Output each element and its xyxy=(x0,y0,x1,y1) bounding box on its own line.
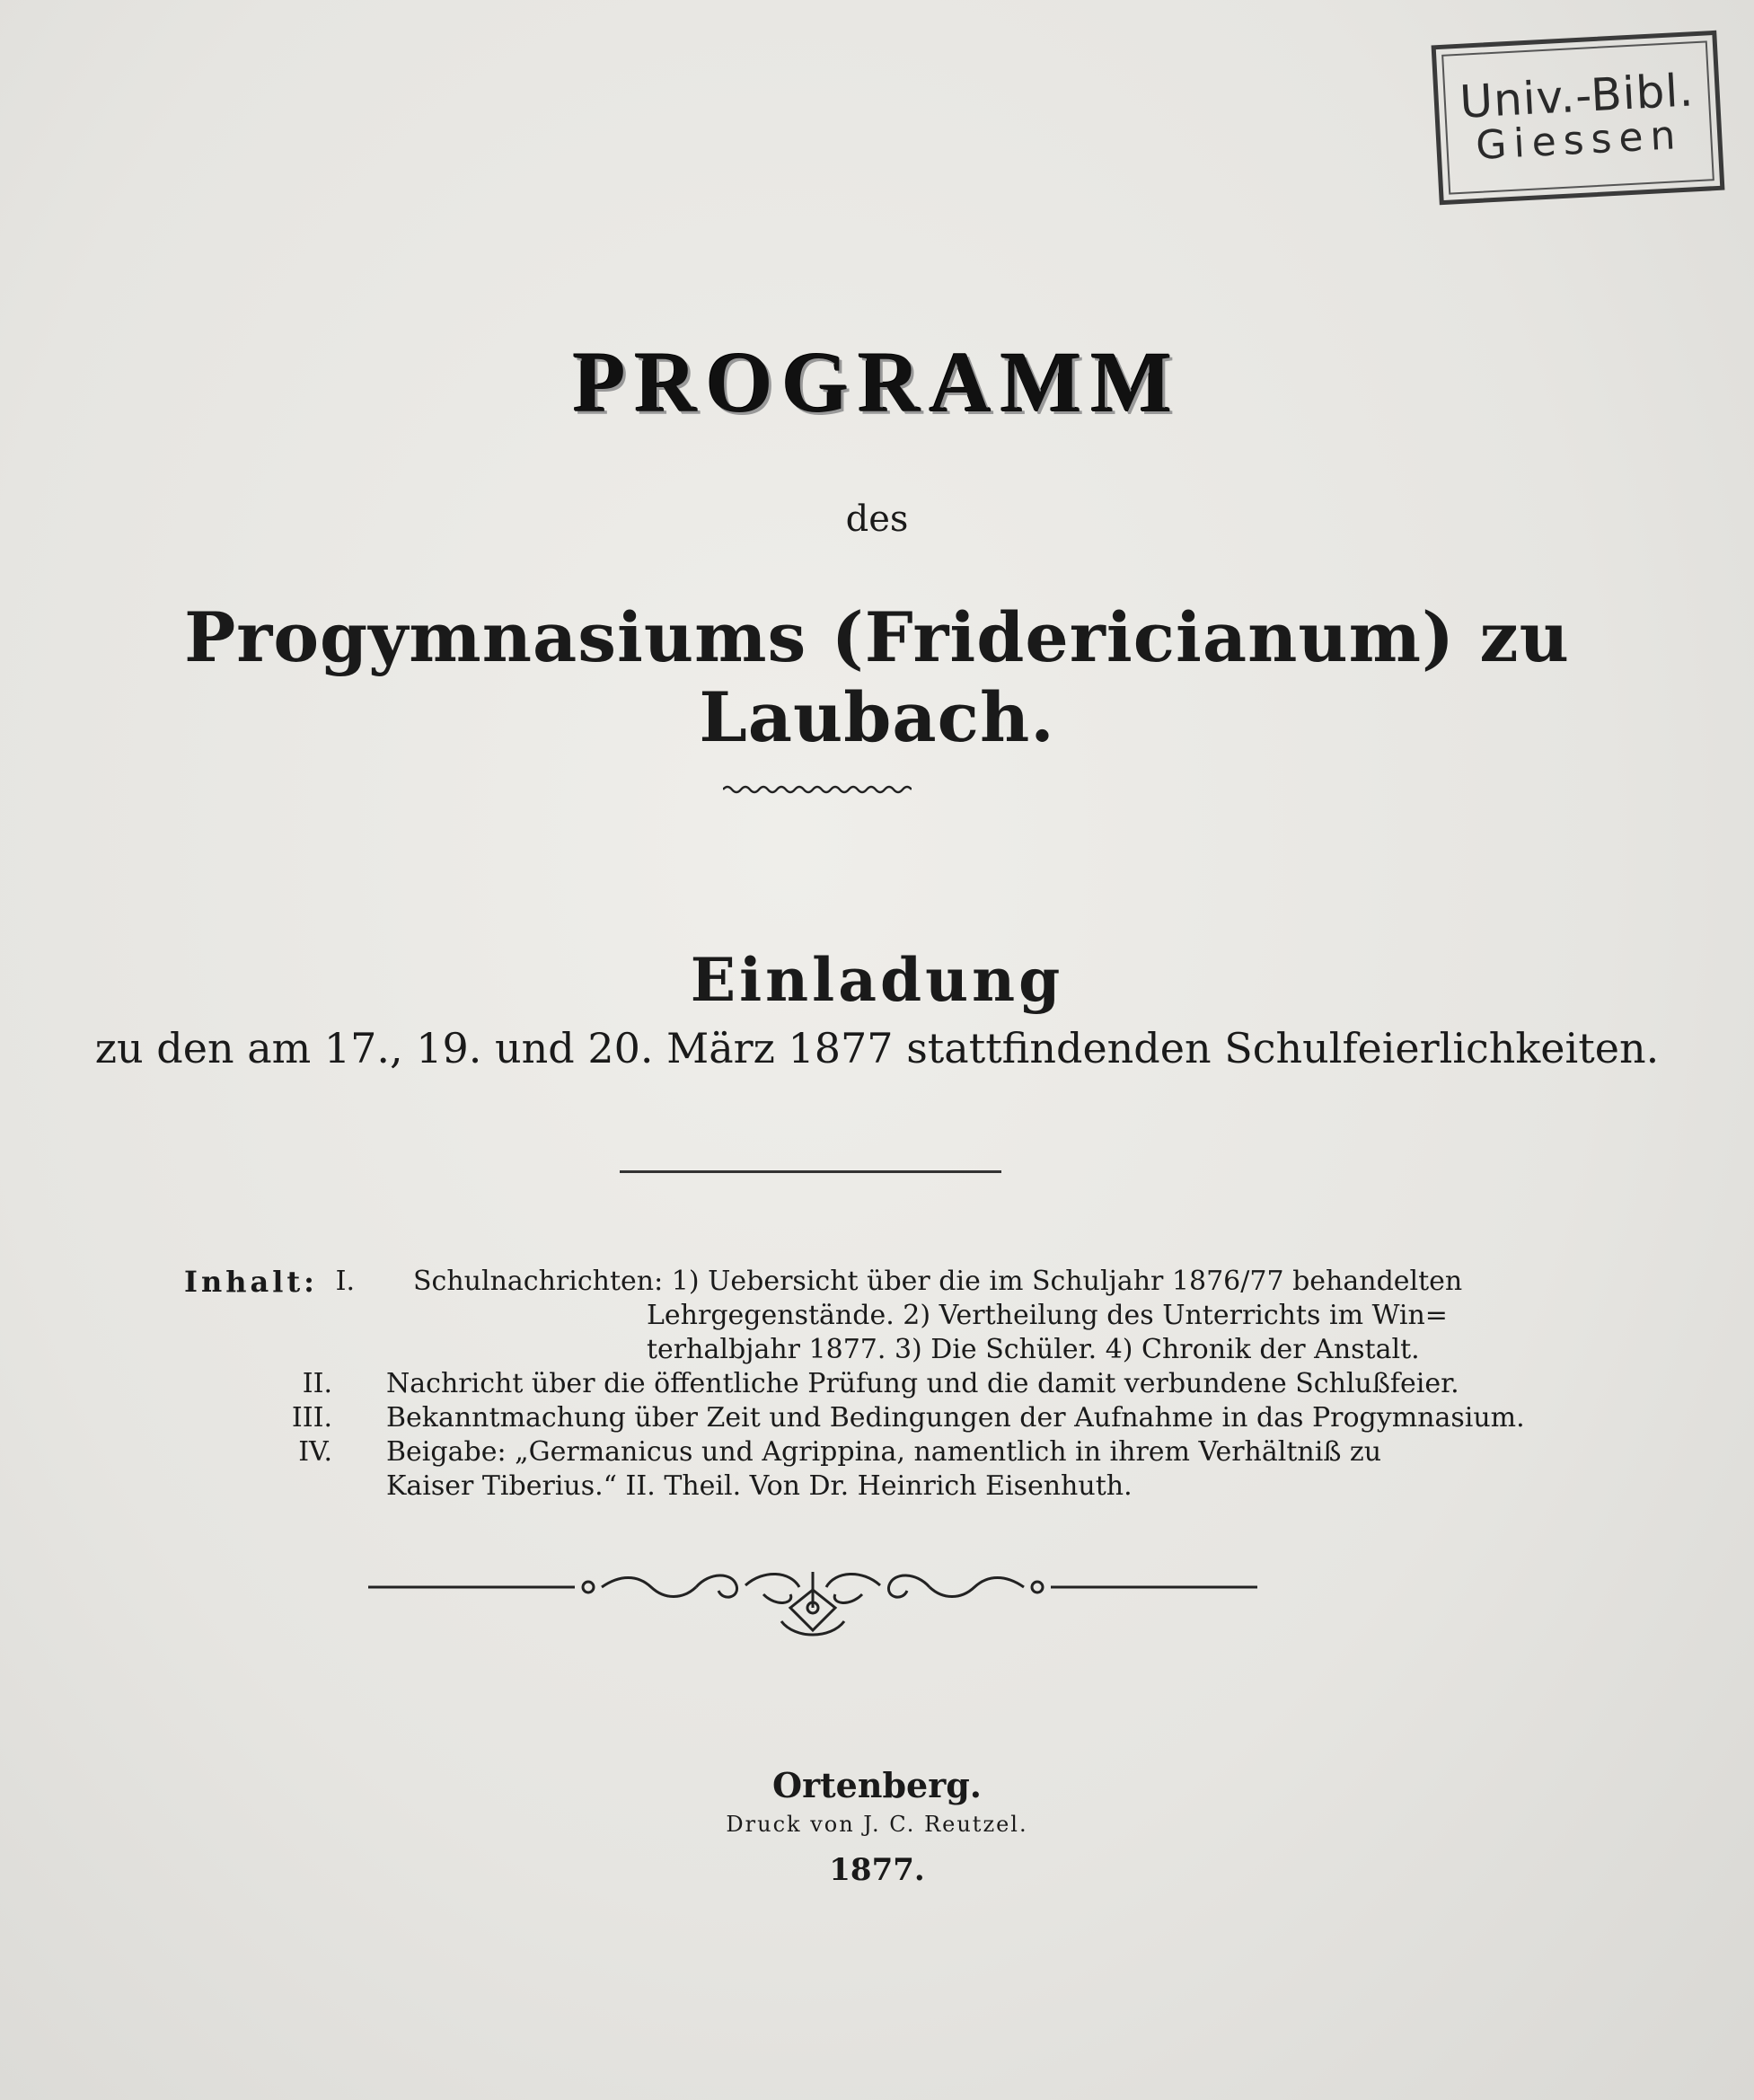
contents-row xyxy=(184,1435,1441,1469)
contents-text: Beigabe: „Germanicus und Agrippina, namentlich in ihrem Verhältniß zu xyxy=(386,1436,1382,1468)
article-des: des xyxy=(845,499,909,540)
contents-row xyxy=(184,1299,1448,1333)
library-stamp xyxy=(1432,31,1725,205)
contents-number: II. xyxy=(302,1368,332,1399)
ornamental-divider xyxy=(368,1567,1257,1648)
contents-row xyxy=(184,1265,1463,1299)
contents-number: I. xyxy=(335,1266,355,1297)
wavy-divider xyxy=(723,783,912,796)
contents-number: IV. xyxy=(298,1436,332,1468)
contents-text: Bekanntmachung über Zeit und Bedingungen der Aufnahme in das Progymnasium. xyxy=(386,1402,1525,1434)
divider-line xyxy=(620,1170,1001,1173)
contents-text: Nachricht über die öffentliche Prüfung und die damit verbundene Schlußfeier. xyxy=(386,1368,1459,1399)
contents-row xyxy=(184,1401,1525,1435)
page-title: PROGRAMM xyxy=(572,334,1182,430)
imprint-year: 1877. xyxy=(829,1852,925,1888)
contents-number: III. xyxy=(291,1402,332,1434)
contents-label: Inhalt: xyxy=(184,1265,318,1299)
contents-text: terhalbjahr 1877. 3) Die Schüler. 4) Chronik der Anstalt. xyxy=(647,1334,1420,1365)
imprint-printer: Druck von J. C. Reutzel. xyxy=(726,1812,1028,1837)
contents-row xyxy=(184,1469,1441,1504)
stamp-line-1: Univ.-Bibl. xyxy=(1458,63,1696,128)
table-of-contents xyxy=(184,1265,1525,1504)
contents-row xyxy=(184,1367,1459,1401)
imprint-place: Ortenberg. xyxy=(771,1765,983,1805)
contents-text: Kaiser Tiberius.“ II. Theil. Von Dr. Heinrich Eisenhuth. xyxy=(386,1470,1133,1502)
institution-name: Progymnasiums (Fridericianum) zu Laubach. xyxy=(184,597,1570,757)
contents-row xyxy=(184,1333,1441,1367)
contents-text: Schulnachrichten: 1) Uebersicht über die im Schuljahr 1876/77 behandelten xyxy=(413,1266,1463,1297)
stamp-line-2: Giessen xyxy=(1475,112,1684,170)
contents-text: Lehrgegenstände. 2) Vertheilung des Unterrichts im Win= xyxy=(647,1300,1448,1331)
invitation-subtitle: zu den am 17., 19. und 20. März 1877 stattfindenden Schulfeierlichkeiten. xyxy=(94,1024,1660,1072)
invitation-heading: Einladung xyxy=(690,945,1064,1015)
